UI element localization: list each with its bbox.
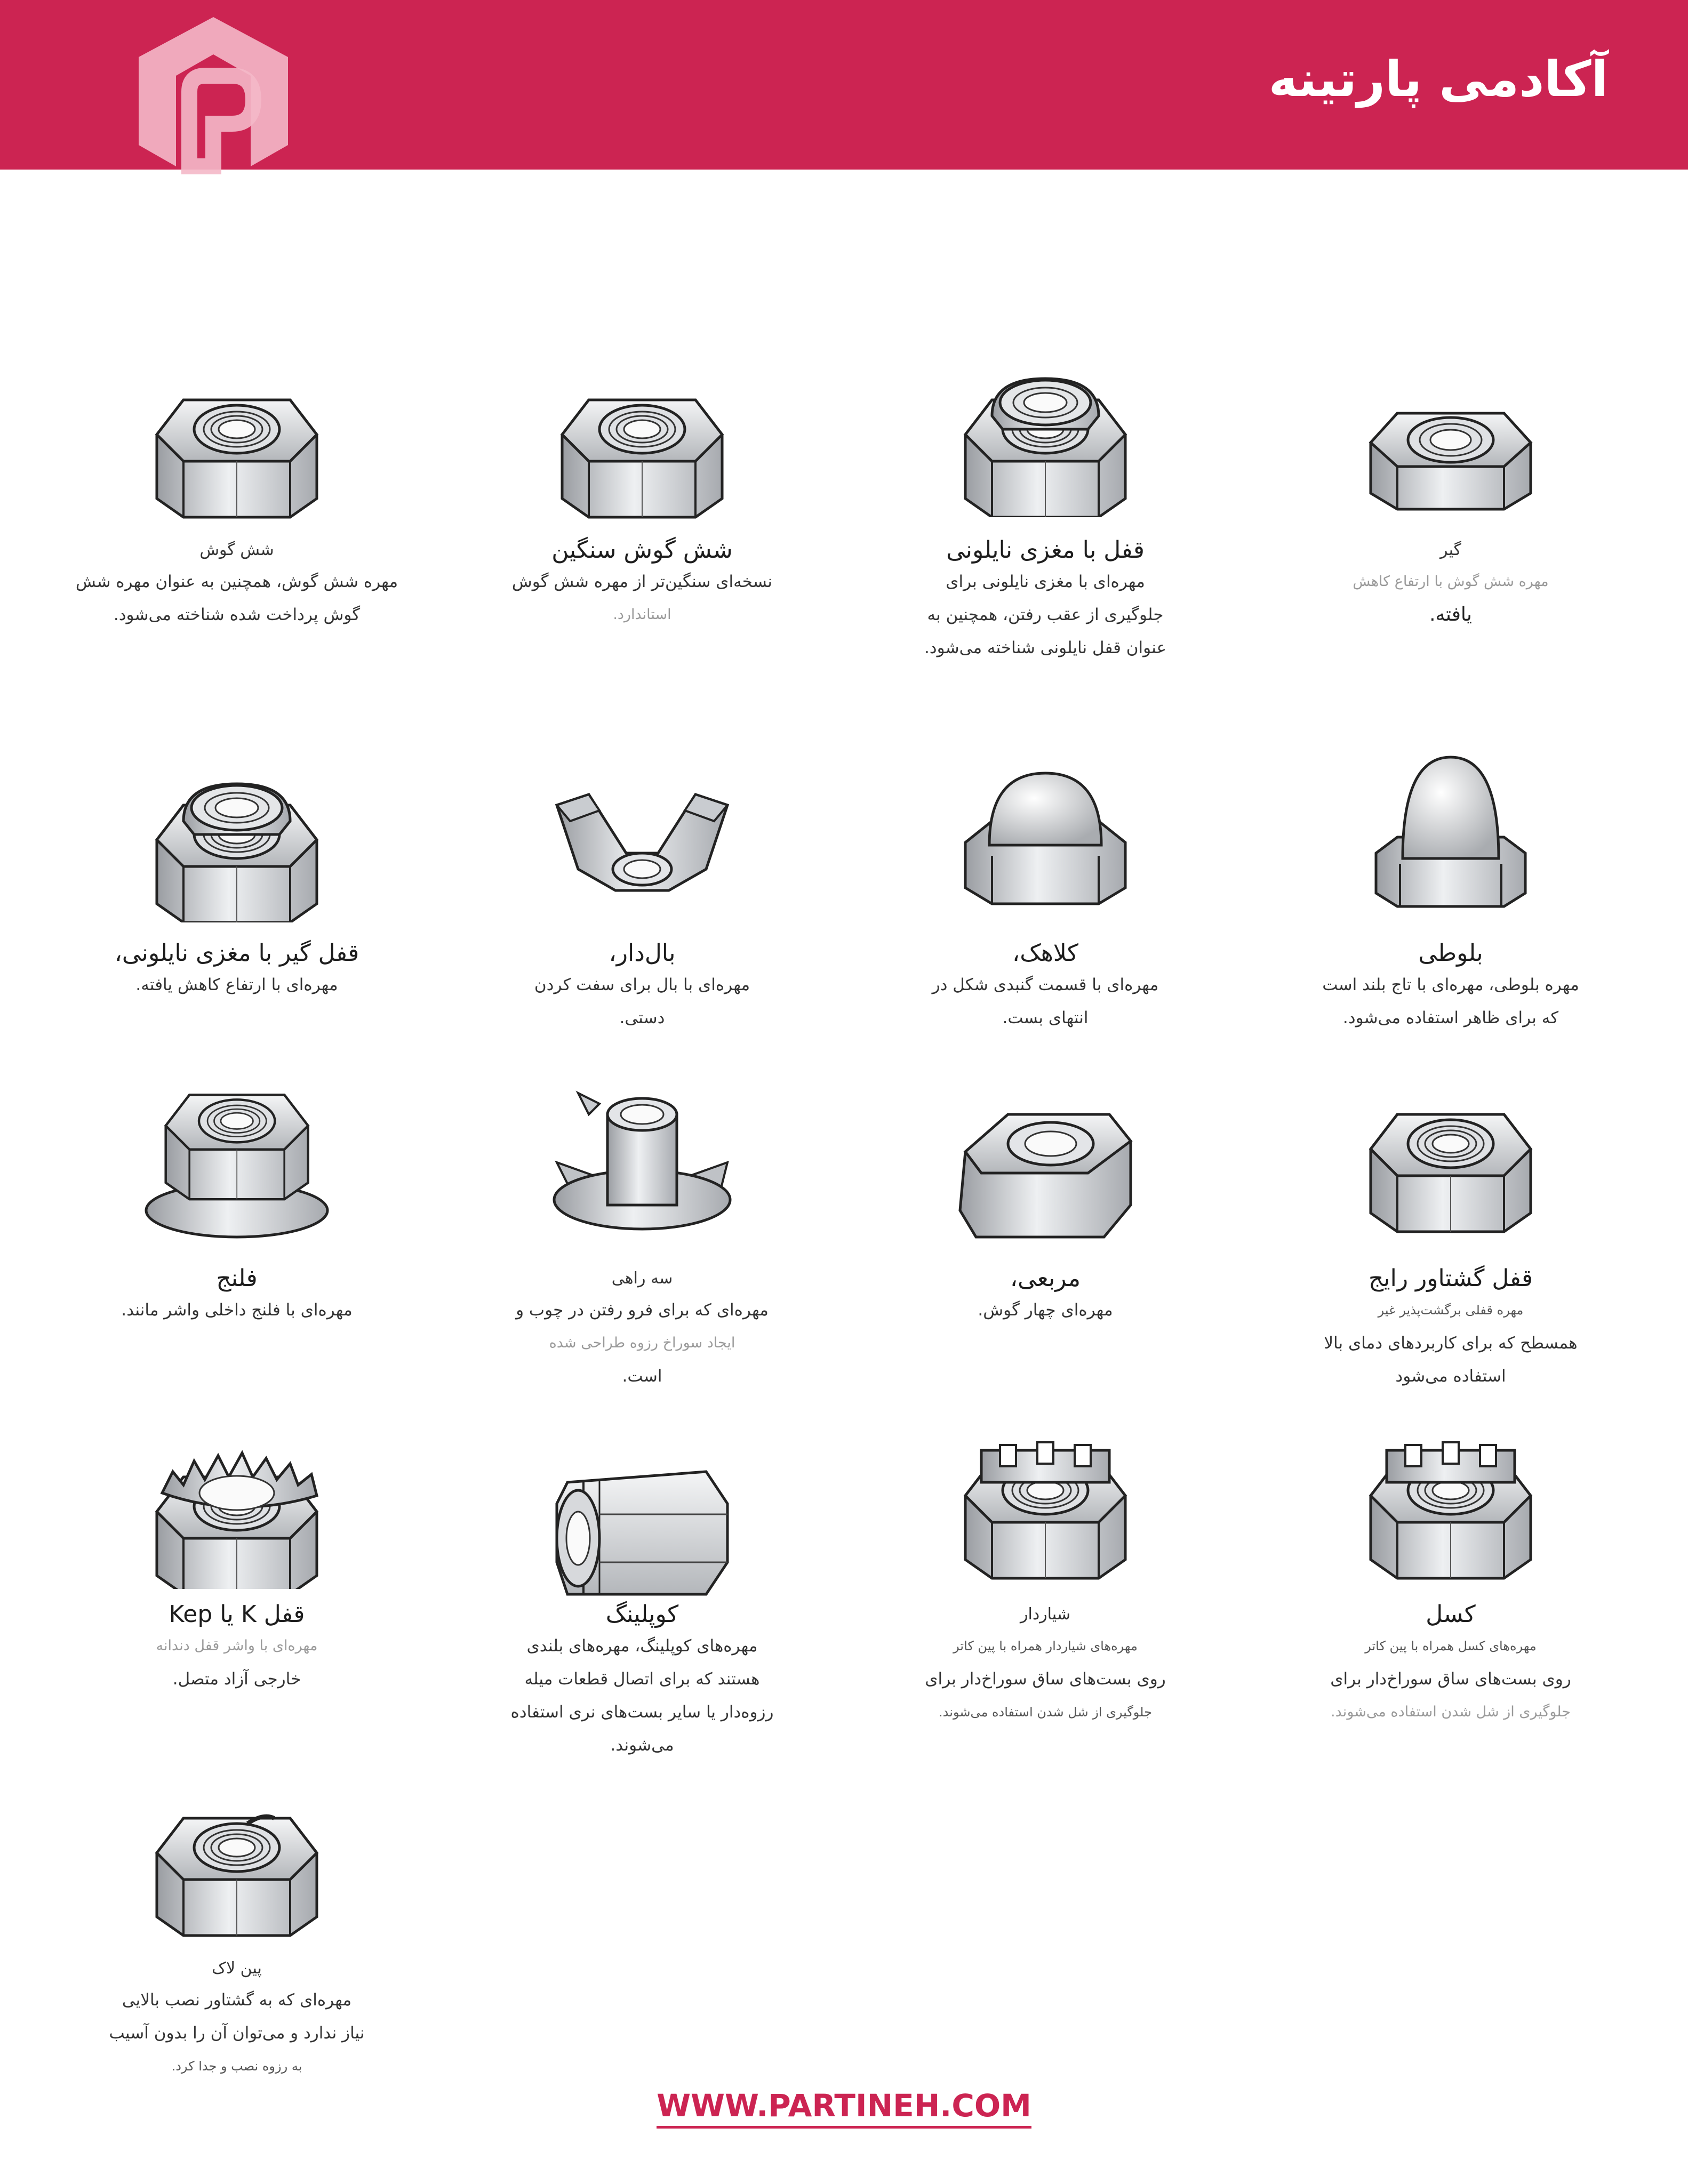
item-square-nut	[880, 1082, 1211, 1327]
item-desc-line: می‌شوند.	[610, 1736, 674, 1755]
item-pin-lock-nut	[71, 1786, 402, 2083]
item-desc-line: ایجاد سوراخ رزوه طراحی شده	[549, 1335, 735, 1351]
item-kep-lock-nut	[71, 1429, 402, 1696]
nylon-insert-lock-nut-icon	[949, 357, 1141, 517]
item-desc-line: مهره‌ای که برای فرو رفتن در چوب و	[516, 1300, 769, 1320]
item-desc-line: مهره‌ای با مغزی نایلونی برای	[946, 572, 1145, 591]
item-desc-line: مهره شش گوش، همچنین به عنوان مهره شش	[75, 572, 398, 591]
item-desc-line: روی بست‌های ساق سوراخ‌دار برای	[1330, 1669, 1571, 1689]
item-title: مربعی،	[1010, 1265, 1081, 1292]
item-desc-line: عنوان قفل نایلونی شناخته می‌شود.	[924, 638, 1167, 657]
wing-nut-icon	[546, 762, 738, 922]
header-bar	[0, 0, 1688, 170]
coupling-nut-icon	[546, 1440, 738, 1600]
item-title: شش گوش	[199, 541, 274, 559]
item-title: کلاهک،	[1012, 940, 1078, 967]
item-desc-line: روی بست‌های ساق سوراخ‌دار برای	[925, 1669, 1166, 1689]
item-cap-nut	[880, 752, 1211, 1034]
item-title: بال‌دار،	[609, 940, 676, 967]
item-desc-line: مهره‌ای با واشر قفل دندانه	[156, 1637, 318, 1654]
item-tee-nut	[477, 1082, 807, 1393]
item-desc-line: که برای ظاهر استفاده می‌شود.	[1342, 1008, 1559, 1027]
item-desc-line: گوش پرداخت شده شناخته می‌شود.	[113, 605, 361, 624]
flange-nut-icon	[141, 1082, 333, 1242]
website-link[interactable]: WWW.PARTINEH.COM	[657, 2087, 1031, 2129]
item-desc-line: استاندارد.	[613, 606, 671, 623]
item-desc-line: مهره‌ای چهار گوش.	[978, 1300, 1113, 1320]
item-desc-line: دستی.	[619, 1008, 665, 1027]
item-nylon-insert-lock-nut	[880, 357, 1211, 664]
item-title: قفل با مغزی نایلونی	[946, 536, 1145, 564]
brand-title: آکادمی پارتینه	[1268, 51, 1608, 108]
item-wing-nut	[477, 762, 807, 1034]
jam-nut-icon	[1355, 368, 1547, 528]
item-heavy-hex-nut	[477, 368, 807, 631]
footer	[0, 2087, 1688, 2124]
square-nut-icon	[949, 1082, 1141, 1242]
item-title: شیاردار	[1020, 1605, 1070, 1624]
item-title: شش گوش سنگین	[551, 536, 733, 564]
item-desc-line: نیاز ندارد و می‌توان آن را بدون آسیب	[109, 2024, 365, 2043]
item-flange-nut	[71, 1082, 402, 1327]
item-title: پین لاک	[212, 1959, 262, 1978]
heavy-hex-nut-icon	[546, 368, 738, 528]
item-desc-line: جلوگیری از شل شدن استفاده می‌شوند.	[939, 1705, 1152, 1720]
item-desc-line: خارجی آزاد متصل.	[172, 1669, 301, 1689]
item-title: گیر	[1440, 541, 1461, 559]
item-desc-line: یافته.	[1429, 604, 1472, 625]
item-desc-line: مهره بلوطی، مهره‌ای با تاج بلند است	[1322, 975, 1579, 994]
item-title: بلوطی	[1418, 940, 1483, 967]
item-desc-line: همسطح که برای کاربردهای دمای بالا	[1324, 1334, 1578, 1353]
item-desc-line: مهره قفلی برگشت‌پذیر غیر	[1378, 1303, 1524, 1318]
partineh-logo-icon	[125, 6, 301, 177]
nylon-jam-nut-icon	[141, 762, 333, 922]
tee-nut-icon	[546, 1082, 738, 1242]
item-title: قفل گیر با مغزی نایلونی،	[114, 940, 359, 967]
kep-lock-nut-icon	[141, 1429, 333, 1589]
item-desc-line: استفاده می‌شود	[1395, 1367, 1506, 1386]
item-title: قفل گشتاور رایج	[1368, 1265, 1533, 1292]
item-desc-line: است.	[622, 1367, 662, 1386]
item-desc-line: مهره‌ای با فلنج داخلی واشر مانند.	[121, 1300, 353, 1320]
slotted-nut-icon	[949, 1429, 1141, 1589]
item-desc-line: مهره‌های کسل همراه با پین کاتر	[1365, 1639, 1537, 1653]
acorn-nut-icon	[1355, 752, 1547, 912]
hex-nut-icon	[141, 368, 333, 528]
item-desc-line: مهره‌ای با قسمت گنبدی شکل در	[932, 975, 1159, 994]
castle-nut-icon	[1355, 1429, 1547, 1589]
item-castle-nut	[1285, 1429, 1616, 1729]
item-desc-line: مهره‌های کوپلینگ، مهره‌های بلندی	[526, 1636, 758, 1656]
item-desc-line: جلوگیری از عقب رفتن، همچنین به	[927, 605, 1164, 624]
item-acorn-nut	[1285, 752, 1616, 1034]
item-desc-line: هستند که برای اتصال قطعات میله	[524, 1669, 760, 1689]
prevailing-torque-lock-nut-icon	[1355, 1082, 1547, 1242]
item-desc-line: نسخه‌ای سنگین‌تر از مهره شش گوش	[511, 572, 773, 591]
item-jam-nut	[1285, 368, 1616, 631]
item-desc-line: به رزوه نصب و جدا کرد.	[171, 2059, 302, 2074]
item-desc-line: انتهای بست.	[1002, 1008, 1089, 1027]
item-slotted-nut	[880, 1429, 1211, 1729]
item-title: کسل	[1426, 1601, 1476, 1628]
item-nylon-jam-nut	[71, 762, 402, 1001]
cap-nut-icon	[949, 752, 1141, 912]
item-desc-line: مهره‌ای با بال برای سفت کردن	[534, 975, 750, 994]
item-title: سه راهی	[611, 1269, 673, 1288]
item-desc-line: مهره‌ای با ارتفاع کاهش یافته.	[135, 975, 338, 994]
item-title: کوپلینگ	[605, 1601, 679, 1628]
item-desc-line: مهره‌های شیاردار همراه با پین کاتر	[953, 1639, 1138, 1653]
item-desc-line: رزوه‌دار یا سایر بست‌های نری استفاده	[510, 1703, 774, 1722]
item-prevailing-torque-lock-nut	[1285, 1082, 1616, 1393]
item-coupling-nut	[477, 1440, 807, 1762]
item-desc-line: مهره‌ای که به گشتاور نصب بالایی	[122, 1990, 352, 2010]
item-desc-line: مهره شش گوش با ارتفاع کاهش	[1353, 573, 1549, 590]
item-title: قفل K یا Kep	[169, 1601, 305, 1628]
item-desc-line: جلوگیری از شل شدن استفاده می‌شوند.	[1331, 1704, 1571, 1720]
pin-lock-nut-icon	[141, 1786, 333, 1946]
item-hex-nut	[71, 368, 402, 631]
item-title: فلنج	[216, 1265, 258, 1292]
